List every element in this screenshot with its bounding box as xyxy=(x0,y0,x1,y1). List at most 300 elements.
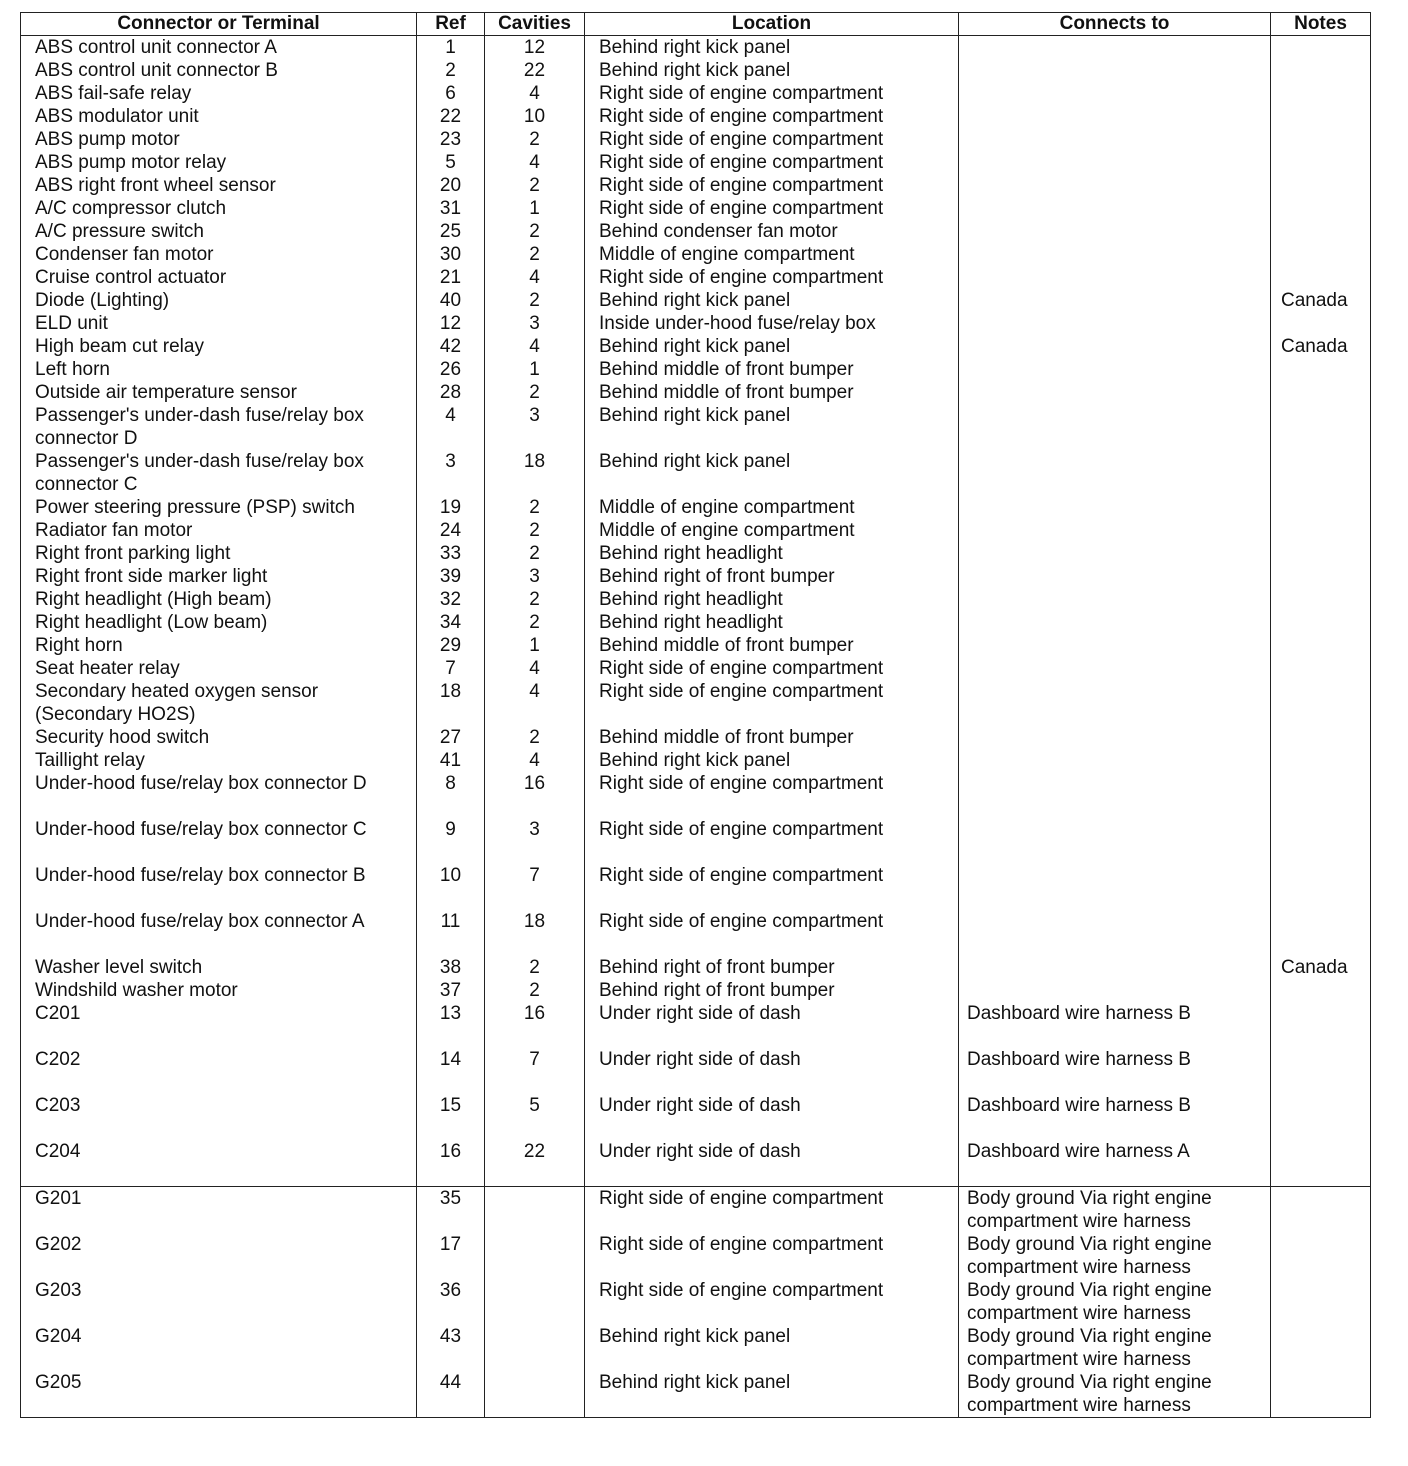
cell-connects-to xyxy=(959,151,1271,174)
cell-connects-to xyxy=(959,611,1271,634)
table-row xyxy=(21,611,1371,634)
cell-connects-to xyxy=(959,565,1271,588)
cell-connector: Under-hood fuse/relay box connector D xyxy=(21,772,417,818)
cell-connector: A/C compressor clutch xyxy=(21,197,417,220)
cell-cavities: 1 xyxy=(485,197,585,220)
cell-location: Right side of engine compartment xyxy=(585,657,959,680)
cell-notes: Canada xyxy=(1271,956,1371,979)
cell-connector: Right front side marker light xyxy=(21,565,417,588)
cell-notes xyxy=(1271,128,1371,151)
cell-notes xyxy=(1271,1002,1371,1048)
cell-connector: C201 xyxy=(21,1002,417,1048)
cell-ref: 23 xyxy=(417,128,485,151)
cell-ref: 40 xyxy=(417,289,485,312)
cell-connector: Condenser fan motor xyxy=(21,243,417,266)
cell-location: Behind right kick panel xyxy=(585,450,959,496)
cell-notes xyxy=(1271,772,1371,818)
cell-location: Right side of engine compartment xyxy=(585,151,959,174)
cell-connector: Under-hood fuse/relay box connector B xyxy=(21,864,417,910)
cell-location: Right side of engine compartment xyxy=(585,864,959,910)
cell-cavities: 10 xyxy=(485,105,585,128)
cell-location: Behind right of front bumper xyxy=(585,956,959,979)
cell-connector: Passenger's under-dash fuse/relay box connector D xyxy=(21,404,417,450)
header-cavities: Cavities xyxy=(485,13,585,36)
cell-location: Right side of engine compartment xyxy=(585,910,959,956)
cell-connector: Under-hood fuse/relay box connector C xyxy=(21,818,417,864)
cell-cavities: 12 xyxy=(485,36,585,60)
cell-connects-to xyxy=(959,128,1271,151)
cell-location: Behind right headlight xyxy=(585,611,959,634)
cell-cavities xyxy=(485,1233,585,1279)
table-row xyxy=(21,1140,1371,1187)
cell-connector: Secondary heated oxygen sensor (Secondary HO2S) xyxy=(21,680,417,726)
cell-connector: Right headlight (Low beam) xyxy=(21,611,417,634)
cell-connects-to xyxy=(959,818,1271,864)
cell-location: Behind middle of front bumper xyxy=(585,726,959,749)
cell-location: Behind right kick panel xyxy=(585,1371,959,1418)
cell-notes xyxy=(1271,1279,1371,1325)
table-row xyxy=(21,128,1371,151)
cell-location: Behind right kick panel xyxy=(585,404,959,450)
cell-location: Right side of engine compartment xyxy=(585,174,959,197)
cell-connector: Right front parking light xyxy=(21,542,417,565)
cell-location: Behind condenser fan motor xyxy=(585,220,959,243)
table-row xyxy=(21,243,1371,266)
cell-notes xyxy=(1271,151,1371,174)
cell-location: Behind right of front bumper xyxy=(585,979,959,1002)
cell-connector: Cruise control actuator xyxy=(21,266,417,289)
cell-notes xyxy=(1271,266,1371,289)
connector-table xyxy=(20,12,1371,1418)
table-row xyxy=(21,105,1371,128)
cell-location: Middle of engine compartment xyxy=(585,243,959,266)
cell-ref: 1 xyxy=(417,36,485,60)
cell-ref: 3 xyxy=(417,450,485,496)
cell-connects-to: Body ground Via right engine compartment wire harness xyxy=(959,1233,1271,1279)
table-row xyxy=(21,772,1371,818)
cell-cavities: 4 xyxy=(485,680,585,726)
cell-connects-to xyxy=(959,312,1271,335)
cell-connector: ABS fail-safe relay xyxy=(21,82,417,105)
cell-cavities: 4 xyxy=(485,266,585,289)
cell-location: Right side of engine compartment xyxy=(585,818,959,864)
cell-ref: 8 xyxy=(417,772,485,818)
table-row xyxy=(21,588,1371,611)
cell-connector: Outside air temperature sensor xyxy=(21,381,417,404)
cell-notes xyxy=(1271,1048,1371,1094)
cell-connects-to xyxy=(959,174,1271,197)
cell-connector: Passenger's under-dash fuse/relay box connector C xyxy=(21,450,417,496)
cell-notes xyxy=(1271,36,1371,60)
cell-connects-to xyxy=(959,59,1271,82)
cell-connects-to xyxy=(959,772,1271,818)
cell-ref: 22 xyxy=(417,105,485,128)
cell-cavities: 18 xyxy=(485,450,585,496)
table-row xyxy=(21,1002,1371,1048)
cell-notes xyxy=(1271,312,1371,335)
cell-connects-to xyxy=(959,266,1271,289)
table-row xyxy=(21,312,1371,335)
cell-connects-to: Body ground Via right engine compartment wire harness xyxy=(959,1279,1271,1325)
cell-location: Behind right of front bumper xyxy=(585,565,959,588)
cell-ref: 29 xyxy=(417,634,485,657)
cell-connector: ABS right front wheel sensor xyxy=(21,174,417,197)
table-row xyxy=(21,1325,1371,1371)
cell-notes xyxy=(1271,1094,1371,1140)
cell-connects-to xyxy=(959,105,1271,128)
cell-location: Behind middle of front bumper xyxy=(585,358,959,381)
cell-connector: G205 xyxy=(21,1371,417,1418)
cell-connects-to xyxy=(959,979,1271,1002)
cell-location: Right side of engine compartment xyxy=(585,1187,959,1234)
cell-cavities: 1 xyxy=(485,634,585,657)
cell-connector: Left horn xyxy=(21,358,417,381)
cell-ref: 15 xyxy=(417,1094,485,1140)
table-row xyxy=(21,404,1371,450)
table-row xyxy=(21,82,1371,105)
cell-notes xyxy=(1271,611,1371,634)
cell-connects-to xyxy=(959,749,1271,772)
cell-ref: 2 xyxy=(417,59,485,82)
cell-connector: G201 xyxy=(21,1187,417,1234)
cell-ref: 12 xyxy=(417,312,485,335)
cell-connects-to xyxy=(959,956,1271,979)
cell-ref: 19 xyxy=(417,496,485,519)
cell-notes xyxy=(1271,542,1371,565)
cell-ref: 18 xyxy=(417,680,485,726)
cell-cavities: 3 xyxy=(485,312,585,335)
cell-notes xyxy=(1271,243,1371,266)
cell-connector: ABS modulator unit xyxy=(21,105,417,128)
cell-notes xyxy=(1271,358,1371,381)
cell-connector: Diode (Lighting) xyxy=(21,289,417,312)
table-row xyxy=(21,1279,1371,1325)
cell-ref: 37 xyxy=(417,979,485,1002)
cell-notes xyxy=(1271,174,1371,197)
cell-location: Behind right headlight xyxy=(585,588,959,611)
cell-connector: High beam cut relay xyxy=(21,335,417,358)
cell-location: Right side of engine compartment xyxy=(585,197,959,220)
table-row xyxy=(21,910,1371,956)
header-notes: Notes xyxy=(1271,13,1371,36)
table-row xyxy=(21,266,1371,289)
cell-connector: Under-hood fuse/relay box connector A xyxy=(21,910,417,956)
cell-cavities: 4 xyxy=(485,335,585,358)
cell-cavities: 2 xyxy=(485,220,585,243)
cell-cavities: 2 xyxy=(485,128,585,151)
table-row xyxy=(21,680,1371,726)
table-row xyxy=(21,956,1371,979)
cell-location: Behind right kick panel xyxy=(585,36,959,60)
cell-notes xyxy=(1271,979,1371,1002)
table-row xyxy=(21,197,1371,220)
header-row xyxy=(21,13,1371,36)
cell-connector: Taillight relay xyxy=(21,749,417,772)
cell-ref: 7 xyxy=(417,657,485,680)
cell-cavities: 2 xyxy=(485,726,585,749)
cell-cavities: 22 xyxy=(485,1140,585,1187)
cell-connects-to xyxy=(959,496,1271,519)
cell-notes: Canada xyxy=(1271,289,1371,312)
cell-connects-to: Body ground Via right engine compartment wire harness xyxy=(959,1187,1271,1234)
cell-cavities: 2 xyxy=(485,956,585,979)
cell-notes xyxy=(1271,404,1371,450)
cell-location: Behind right kick panel xyxy=(585,335,959,358)
cell-connector: Seat heater relay xyxy=(21,657,417,680)
cell-ref: 6 xyxy=(417,82,485,105)
cell-notes xyxy=(1271,197,1371,220)
cell-connector: ABS control unit connector B xyxy=(21,59,417,82)
table-row xyxy=(21,1094,1371,1140)
cell-location: Middle of engine compartment xyxy=(585,519,959,542)
cell-cavities: 2 xyxy=(485,519,585,542)
cell-connector: Right headlight (High beam) xyxy=(21,588,417,611)
cell-connects-to xyxy=(959,36,1271,60)
table-row xyxy=(21,36,1371,60)
cell-cavities: 3 xyxy=(485,404,585,450)
cell-notes xyxy=(1271,496,1371,519)
cell-ref: 27 xyxy=(417,726,485,749)
cell-ref: 38 xyxy=(417,956,485,979)
cell-cavities xyxy=(485,1325,585,1371)
cell-ref: 5 xyxy=(417,151,485,174)
cell-connector: C204 xyxy=(21,1140,417,1187)
cell-notes xyxy=(1271,864,1371,910)
cell-ref: 35 xyxy=(417,1187,485,1234)
cell-connects-to: Dashboard wire harness A xyxy=(959,1140,1271,1187)
cell-cavities: 2 xyxy=(485,979,585,1002)
cell-ref: 43 xyxy=(417,1325,485,1371)
cell-location: Behind right kick panel xyxy=(585,289,959,312)
table-row xyxy=(21,726,1371,749)
cell-connector: ABS pump motor xyxy=(21,128,417,151)
table-row xyxy=(21,220,1371,243)
cell-location: Right side of engine compartment xyxy=(585,772,959,818)
cell-connects-to xyxy=(959,542,1271,565)
cell-notes xyxy=(1271,519,1371,542)
cell-notes xyxy=(1271,1140,1371,1187)
cell-location: Middle of engine compartment xyxy=(585,496,959,519)
cell-cavities xyxy=(485,1187,585,1234)
cell-connects-to xyxy=(959,864,1271,910)
cell-location: Behind right headlight xyxy=(585,542,959,565)
cell-ref: 39 xyxy=(417,565,485,588)
cell-connects-to xyxy=(959,82,1271,105)
table-row xyxy=(21,496,1371,519)
cell-cavities: 7 xyxy=(485,864,585,910)
cell-ref: 41 xyxy=(417,749,485,772)
table-row xyxy=(21,979,1371,1002)
cell-connects-to xyxy=(959,910,1271,956)
cell-connects-to: Body ground Via right engine compartment wire harness xyxy=(959,1371,1271,1418)
table-row xyxy=(21,59,1371,82)
cell-connector: Windshild washer motor xyxy=(21,979,417,1002)
table-row xyxy=(21,657,1371,680)
header-connector: Connector or Terminal xyxy=(21,13,417,36)
cell-notes xyxy=(1271,59,1371,82)
cell-location: Behind middle of front bumper xyxy=(585,381,959,404)
cell-cavities: 3 xyxy=(485,818,585,864)
cell-location: Inside under-hood fuse/relay box xyxy=(585,312,959,335)
cell-connector: A/C pressure switch xyxy=(21,220,417,243)
cell-connector: ABS control unit connector A xyxy=(21,36,417,60)
cell-connector: ABS pump motor relay xyxy=(21,151,417,174)
cell-connector: ELD unit xyxy=(21,312,417,335)
cell-location: Under right side of dash xyxy=(585,1094,959,1140)
table-row xyxy=(21,1371,1371,1418)
table-row xyxy=(21,634,1371,657)
cell-connector: Washer level switch xyxy=(21,956,417,979)
cell-notes xyxy=(1271,657,1371,680)
cell-ref: 31 xyxy=(417,197,485,220)
header-connects-to: Connects to xyxy=(959,13,1271,36)
cell-ref: 9 xyxy=(417,818,485,864)
cell-connects-to xyxy=(959,289,1271,312)
cell-connects-to: Body ground Via right engine compartment wire harness xyxy=(959,1325,1271,1371)
cell-connects-to xyxy=(959,381,1271,404)
cell-connector: Radiator fan motor xyxy=(21,519,417,542)
cell-location: Under right side of dash xyxy=(585,1140,959,1187)
table-row xyxy=(21,542,1371,565)
cell-cavities xyxy=(485,1279,585,1325)
cell-ref: 30 xyxy=(417,243,485,266)
cell-cavities: 2 xyxy=(485,542,585,565)
table-row xyxy=(21,450,1371,496)
cell-ref: 33 xyxy=(417,542,485,565)
cell-cavities: 2 xyxy=(485,381,585,404)
cell-ref: 20 xyxy=(417,174,485,197)
cell-ref: 42 xyxy=(417,335,485,358)
cell-connects-to xyxy=(959,657,1271,680)
cell-ref: 28 xyxy=(417,381,485,404)
table-row xyxy=(21,1233,1371,1279)
cell-notes xyxy=(1271,588,1371,611)
cell-notes xyxy=(1271,565,1371,588)
cell-cavities xyxy=(485,1371,585,1418)
cell-location: Right side of engine compartment xyxy=(585,266,959,289)
cell-cavities: 2 xyxy=(485,174,585,197)
table-row xyxy=(21,519,1371,542)
cell-connector: Security hood switch xyxy=(21,726,417,749)
cell-connects-to xyxy=(959,404,1271,450)
cell-cavities: 2 xyxy=(485,496,585,519)
cell-cavities: 3 xyxy=(485,565,585,588)
cell-cavities: 5 xyxy=(485,1094,585,1140)
cell-cavities: 4 xyxy=(485,151,585,174)
cell-location: Right side of engine compartment xyxy=(585,128,959,151)
cell-notes xyxy=(1271,1371,1371,1418)
cell-cavities: 4 xyxy=(485,749,585,772)
cell-cavities: 4 xyxy=(485,657,585,680)
cell-notes xyxy=(1271,680,1371,726)
header-location: Location xyxy=(585,13,959,36)
cell-connects-to xyxy=(959,335,1271,358)
cell-connects-to: Dashboard wire harness B xyxy=(959,1094,1271,1140)
cell-connects-to xyxy=(959,588,1271,611)
table-row xyxy=(21,289,1371,312)
cell-connector: Right horn xyxy=(21,634,417,657)
cell-connects-to xyxy=(959,450,1271,496)
cell-notes xyxy=(1271,105,1371,128)
cell-location: Right side of engine compartment xyxy=(585,82,959,105)
cell-cavities: 2 xyxy=(485,611,585,634)
cell-location: Behind middle of front bumper xyxy=(585,634,959,657)
cell-ref: 4 xyxy=(417,404,485,450)
cell-notes xyxy=(1271,450,1371,496)
cell-connector: G203 xyxy=(21,1279,417,1325)
cell-connects-to xyxy=(959,197,1271,220)
cell-notes xyxy=(1271,1187,1371,1234)
cell-location: Right side of engine compartment xyxy=(585,1233,959,1279)
cell-connects-to xyxy=(959,519,1271,542)
cell-ref: 11 xyxy=(417,910,485,956)
cell-connector: C202 xyxy=(21,1048,417,1094)
cell-ref: 21 xyxy=(417,266,485,289)
cell-location: Behind right kick panel xyxy=(585,749,959,772)
cell-connector: G204 xyxy=(21,1325,417,1371)
table-row xyxy=(21,1187,1371,1234)
cell-notes xyxy=(1271,1233,1371,1279)
table-row xyxy=(21,749,1371,772)
cell-cavities: 7 xyxy=(485,1048,585,1094)
cell-connector: Power steering pressure (PSP) switch xyxy=(21,496,417,519)
cell-cavities: 2 xyxy=(485,243,585,266)
cell-ref: 24 xyxy=(417,519,485,542)
cell-location: Right side of engine compartment xyxy=(585,1279,959,1325)
cell-ref: 32 xyxy=(417,588,485,611)
cell-notes: Canada xyxy=(1271,335,1371,358)
cell-notes xyxy=(1271,726,1371,749)
cell-connects-to xyxy=(959,358,1271,381)
cell-notes xyxy=(1271,1325,1371,1371)
cell-location: Behind right kick panel xyxy=(585,59,959,82)
table-row xyxy=(21,565,1371,588)
cell-notes xyxy=(1271,749,1371,772)
cell-connects-to xyxy=(959,726,1271,749)
cell-notes xyxy=(1271,220,1371,243)
cell-ref: 34 xyxy=(417,611,485,634)
table-row xyxy=(21,174,1371,197)
cell-cavities: 2 xyxy=(485,588,585,611)
table-row xyxy=(21,818,1371,864)
cell-location: Under right side of dash xyxy=(585,1002,959,1048)
cell-notes xyxy=(1271,818,1371,864)
cell-location: Under right side of dash xyxy=(585,1048,959,1094)
cell-connects-to xyxy=(959,220,1271,243)
cell-cavities: 18 xyxy=(485,910,585,956)
cell-ref: 25 xyxy=(417,220,485,243)
cell-ref: 13 xyxy=(417,1002,485,1048)
cell-connects-to xyxy=(959,243,1271,266)
cell-ref: 26 xyxy=(417,358,485,381)
cell-connector: C203 xyxy=(21,1094,417,1140)
cell-notes xyxy=(1271,634,1371,657)
cell-notes xyxy=(1271,910,1371,956)
cell-ref: 17 xyxy=(417,1233,485,1279)
table-row xyxy=(21,151,1371,174)
cell-connector: G202 xyxy=(21,1233,417,1279)
cell-ref: 10 xyxy=(417,864,485,910)
table-row xyxy=(21,358,1371,381)
cell-ref: 36 xyxy=(417,1279,485,1325)
cell-location: Right side of engine compartment xyxy=(585,105,959,128)
cell-connects-to: Dashboard wire harness B xyxy=(959,1048,1271,1094)
cell-cavities: 4 xyxy=(485,82,585,105)
cell-cavities: 16 xyxy=(485,1002,585,1048)
table-row xyxy=(21,381,1371,404)
cell-ref: 14 xyxy=(417,1048,485,1094)
cell-connects-to xyxy=(959,680,1271,726)
